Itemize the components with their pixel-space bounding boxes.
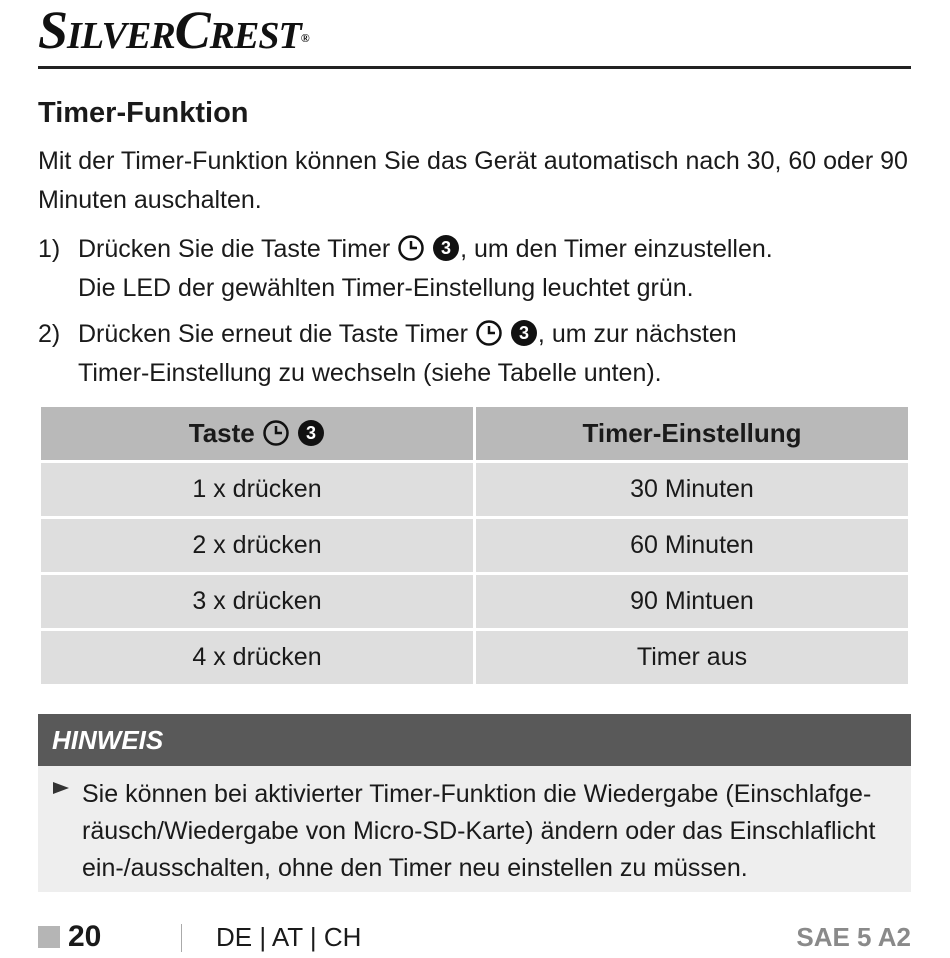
table-row	[40, 462, 910, 518]
note-body	[38, 766, 911, 892]
page-marker	[38, 926, 60, 948]
clock-icon	[397, 234, 425, 262]
intro-text: Mit der Timer-Funktion können Sie das Gerät automatisch nach 30, 60 oder 90 Minuten auschalten.	[38, 147, 908, 214]
timer-setting: Timer aus	[475, 630, 910, 686]
press-count: 1 x drücken	[40, 462, 475, 518]
press-count: 2 x drücken	[40, 518, 475, 574]
page-number: 20	[68, 920, 102, 953]
language-codes: DE | AT | CH	[216, 922, 362, 952]
table-header-setting: Timer-Einstellung	[475, 406, 910, 462]
svg-text:3: 3	[306, 423, 317, 443]
table-header-row	[40, 406, 910, 462]
footer-divider	[181, 924, 182, 952]
table-header-key: Taste 3	[40, 406, 475, 462]
number-3-badge-icon	[510, 319, 538, 347]
page-footer	[38, 918, 911, 958]
step-number: 2)	[38, 320, 61, 348]
model-number: SAE 5 A2	[796, 922, 911, 952]
section-title: Timer-Funktion	[38, 97, 249, 129]
number-3-badge-icon	[297, 419, 325, 447]
svg-text:3: 3	[441, 238, 452, 258]
header-rule	[38, 66, 911, 69]
clock-icon	[475, 319, 503, 347]
timer-table	[38, 404, 911, 687]
svg-text:3: 3	[518, 323, 529, 343]
table-row	[40, 630, 910, 686]
clock-icon	[262, 419, 290, 447]
press-count: 3 x drücken	[40, 574, 475, 630]
number-3-badge-icon	[432, 234, 460, 262]
press-count: 4 x drücken	[40, 630, 475, 686]
table-row	[40, 518, 910, 574]
timer-setting: 90 Mintuen	[475, 574, 910, 630]
table-row	[40, 574, 910, 630]
timer-setting: 30 Minuten	[475, 462, 910, 518]
timer-setting: 60 Minuten	[475, 518, 910, 574]
brand-logo: SilverCrest®	[38, 0, 309, 60]
note-text: Sie können bei aktivierter Timer-Funktion die Wiedergabe (Einschlafge-räusch/Wiedergabe von Micro-SD-Karte) ändern oder das Einschlaflicht ein-/ausschalten, ohne den Timer neu einstellen zu müssen.	[82, 780, 876, 882]
step-number: 1)	[38, 235, 61, 263]
note-title: HINWEIS	[38, 714, 911, 766]
triangle-right-icon	[52, 780, 70, 796]
